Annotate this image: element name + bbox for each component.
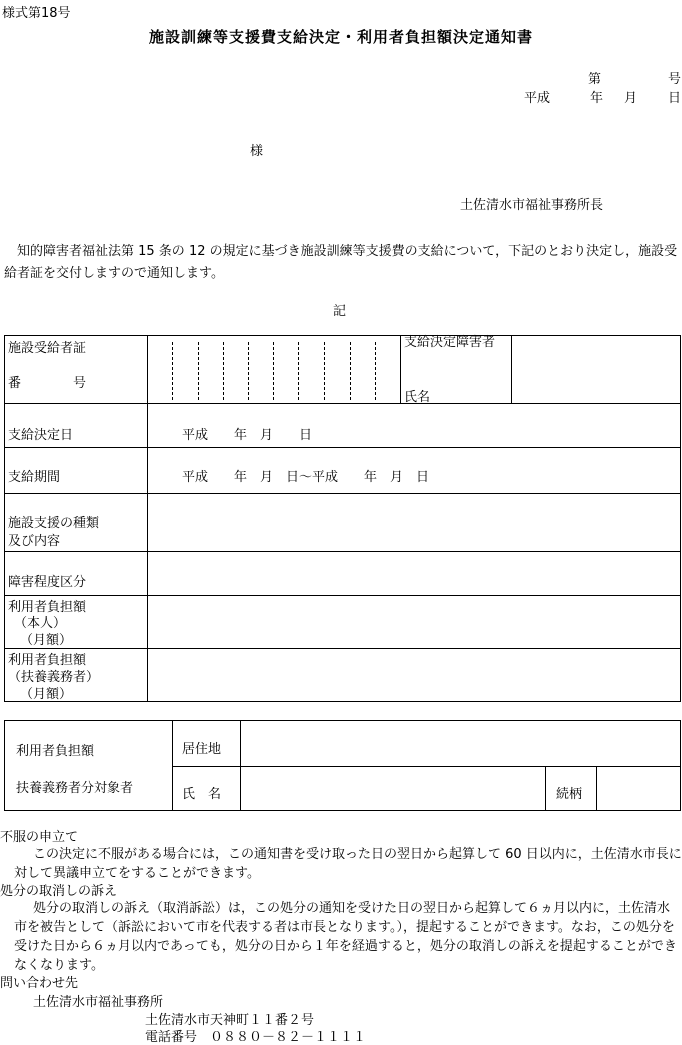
support-type-label-2: 及び内容	[8, 534, 61, 549]
body-text: 知的障害者福祉法第 15 条の 12 の規定に基づき施設訓練等支援費の支給について，下記のとおり決定し，施設受給者証を交付しますので通知します。	[4, 244, 678, 281]
document-number-dai: 第	[588, 72, 602, 87]
relation-label: 続柄	[556, 787, 583, 802]
document-title: 施設訓練等支援費支給決定・利用者負担額決定通知書	[148, 28, 533, 46]
support-type-label-1: 施設支援の種類	[8, 516, 100, 531]
document-number-go: 号	[668, 72, 682, 87]
date-month: 月	[624, 91, 638, 106]
date-era: 平成	[524, 91, 551, 106]
contact-address: 土佐清水市天神町１１番２号	[145, 1013, 315, 1028]
table2-label-2: 扶養義務者分対象者	[16, 781, 134, 796]
lawsuit-text: 処分の取消しの訴え（取消訴訟）は，この処分の通知を受けた日の翌日から起算して６ヵ月以内に，土佐清水市を被告として（訴訟において市を代表する者は市長となります。），提起することができます。なお，この処分を受けた日から６ヵ月以内であっても，処分の日から１年を経過すると，処分の取消しの訴えを提起することができなくなります。	[14, 901, 677, 973]
disability-level-label: 障害程度区分	[8, 575, 87, 590]
period-value: 平成 年 月 日～平成 年 月 日	[182, 470, 430, 485]
ki-heading: 記	[333, 304, 347, 319]
addressee-suffix: 様	[250, 144, 264, 159]
contact-org: 土佐清水市福祉事務所	[33, 995, 164, 1010]
burden-supporter-1: 利用者負担額	[8, 653, 87, 668]
burden-supporter-2: （扶養義務者）	[8, 670, 100, 685]
table2-label-1: 利用者負担額	[16, 744, 95, 759]
recipient-name-label: 氏名	[404, 390, 431, 405]
issuer: 土佐清水市福祉事務所長	[460, 198, 604, 213]
date-year: 年	[590, 91, 604, 106]
date-day: 日	[668, 91, 682, 106]
burden-self-1: 利用者負担額	[8, 600, 87, 615]
burden-self-2: （本人）	[14, 616, 67, 631]
decision-table	[4, 335, 681, 702]
cert-label-2: 番 号	[8, 376, 87, 391]
period-label: 支給期間	[8, 470, 61, 485]
decision-date-value: 平成 年 月 日	[182, 428, 313, 443]
name-label: 氏 名	[182, 787, 222, 802]
address-label: 居住地	[182, 742, 222, 757]
burden-self-3: （月額）	[20, 633, 73, 648]
contact-phone: 電話番号 ０８８０－８２－１１１１	[145, 1030, 367, 1045]
form-number: 様式第18号	[2, 6, 71, 21]
recipient-label: 支給決定障害者	[404, 335, 496, 350]
burden-supporter-3: （月額）	[20, 687, 73, 702]
appeal-title: 不服の申立て	[0, 830, 79, 845]
contact-title: 問い合わせ先	[0, 976, 79, 991]
appeal-text: この決定に不服がある場合には，この通知書を受け取った日の翌日から起算して 60 日以内に，土佐清水市長に対して異議申立てをすることができます。	[14, 847, 682, 881]
lawsuit-title: 処分の取消しの訴え	[0, 884, 118, 899]
cert-label-1: 施設受給者証	[8, 341, 87, 356]
decision-date-label: 支給決定日	[8, 428, 74, 443]
